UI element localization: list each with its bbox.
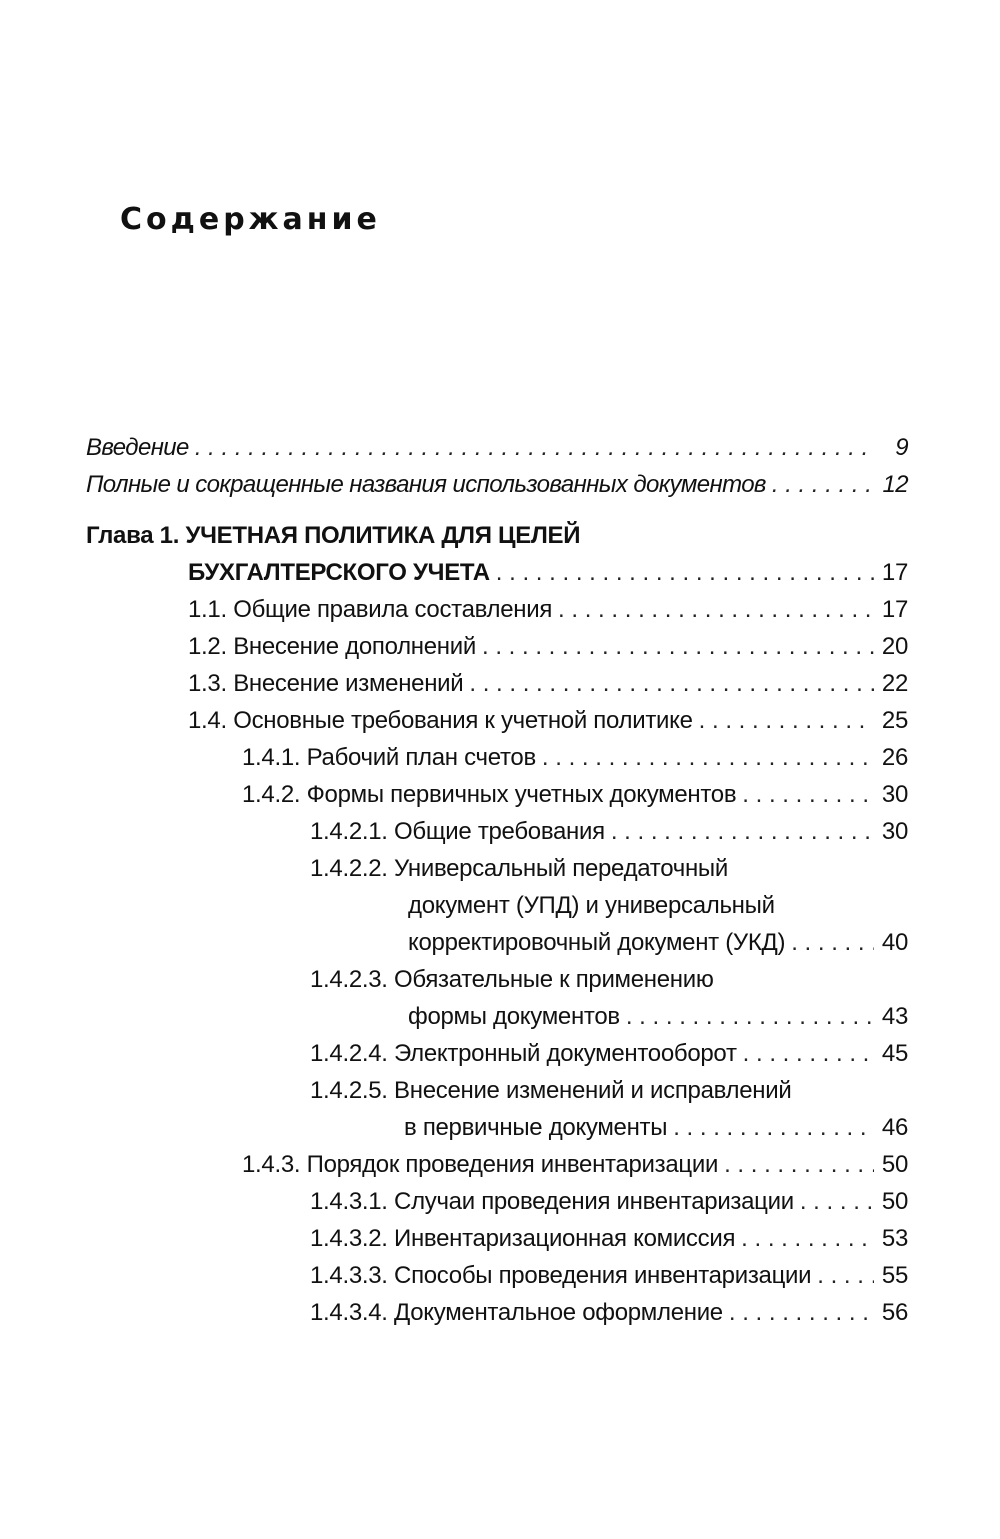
toc-entry-1-4-2-3-line-1[interactable] [310, 964, 720, 996]
toc-page-number: 50 [881, 1188, 908, 1215]
toc-page-number: 17 [881, 596, 908, 623]
toc-chapter-1-title-line-2[interactable] [188, 557, 908, 589]
toc-page-number: 9 [895, 434, 908, 461]
toc-page-number: 43 [881, 1003, 908, 1030]
toc-leader-dots [743, 1038, 874, 1070]
toc-entry-title: 1.4.2.2. Универсальный передаточный [310, 855, 728, 882]
toc-entry-title: Введение [86, 434, 189, 461]
toc-leader-dots [817, 1260, 874, 1292]
toc-entry-title: 1.4.3.3. Способы проведения инвентаризации [310, 1262, 812, 1289]
toc-page-number: 25 [881, 707, 908, 734]
toc-entry-title: формы документов [408, 1003, 620, 1030]
toc-page-number: 26 [881, 744, 908, 771]
toc-page-number: 50 [881, 1151, 908, 1178]
toc-leader-dots [626, 1001, 874, 1033]
toc-entry-1-4-2-2-line-3[interactable] [408, 927, 908, 959]
toc-entry-title: Полные и сокращенные названия использованных документов [86, 471, 766, 498]
toc-page-number: 12 [882, 471, 908, 498]
toc-leader-dots [699, 705, 874, 737]
toc-leader-dots [496, 557, 874, 589]
toc-entry-1-4[interactable] [188, 705, 908, 737]
toc-entry-title: 1.4.3.2. Инвентаризационная комиссия [310, 1225, 736, 1252]
toc-entry-title: 1.4.1. Рабочий план счетов [242, 744, 536, 771]
toc-chapter-1-title-line-1[interactable] [86, 520, 586, 552]
toc-leader-dots [542, 742, 874, 774]
toc-page-number: 20 [881, 633, 908, 660]
toc-entry-1-4-2-4[interactable] [310, 1038, 908, 1070]
toc-entry-1-3[interactable] [188, 668, 908, 700]
toc-page-number: 55 [881, 1262, 908, 1289]
toc-entry-title: в первичные документы [404, 1114, 668, 1141]
toc-entry-1-4-1[interactable] [242, 742, 908, 774]
toc-leader-dots [772, 469, 874, 501]
toc-entry-title: 1.1. Общие правила составления [188, 596, 553, 623]
toc-entry-1-4-2-3-line-2[interactable] [408, 1001, 908, 1033]
toc-page-number: 30 [881, 818, 908, 845]
toc-entry-title: 1.2. Внесение дополнений [188, 633, 476, 660]
toc-entry-1-2[interactable] [188, 631, 908, 663]
toc-page-number: 40 [881, 929, 908, 956]
toc-page-number: 56 [881, 1299, 908, 1326]
toc-entry-1-4-2-5-line-1[interactable] [310, 1075, 797, 1107]
toc-entry-intro[interactable] [86, 432, 908, 464]
toc-entry-title: 1.3. Внесение изменений [188, 670, 464, 697]
toc-entry-abbreviations[interactable] [86, 469, 908, 501]
toc-entry-1-4-3-1[interactable] [310, 1186, 908, 1218]
toc-entry-1-4-2-5-line-2[interactable] [404, 1112, 908, 1144]
toc-leader-dots [729, 1297, 874, 1329]
toc-entry-title: 1.4.2.1. Общие требования [310, 818, 605, 845]
toc-leader-dots [742, 779, 874, 811]
toc-leader-dots [724, 1149, 874, 1181]
toc-leader-dots [469, 668, 874, 700]
toc-entry-title: 1.4.2.5. Внесение изменений и исправлений [310, 1077, 792, 1104]
toc-entry-1-4-3[interactable] [242, 1149, 908, 1181]
toc-leader-dots [800, 1186, 874, 1218]
toc-leader-dots [195, 432, 874, 464]
toc-page-number: 53 [881, 1225, 908, 1252]
toc-entry-1-1[interactable] [188, 594, 908, 626]
toc-entry-1-4-3-2[interactable] [310, 1223, 908, 1255]
toc-entry-1-4-2-1[interactable] [310, 816, 908, 848]
toc-leader-dots [482, 631, 874, 663]
toc-leader-dots [741, 1223, 874, 1255]
toc-entry-title: БУХГАЛТЕРСКОГО УЧЕТА [188, 559, 490, 586]
toc-leader-dots [611, 816, 874, 848]
toc-entry-title: документ (УПД) и универсальный [408, 892, 775, 919]
toc-entry-title: 1.4.2.4. Электронный документооборот [310, 1040, 737, 1067]
toc-page-number: 45 [881, 1040, 908, 1067]
toc-leader-dots [558, 594, 874, 626]
toc-entry-title: 1.4.3.1. Случаи проведения инвентаризации [310, 1188, 794, 1215]
toc-entry-1-4-2-2-line-2[interactable] [408, 890, 781, 922]
toc-entry-title: 1.4.3.4. Документальное оформление [310, 1299, 723, 1326]
toc-entry-title: 1.4.2.3. Обязательные к применению [310, 966, 714, 993]
toc-entry-title: корректировочный документ (УКД) [408, 929, 786, 956]
toc-page-number: 22 [881, 670, 908, 697]
toc-entry-title: Глава 1. УЧЕТНАЯ ПОЛИТИКА ДЛЯ ЦЕЛЕЙ [86, 522, 581, 549]
toc-page-number: 17 [881, 559, 908, 586]
toc-entry-1-4-3-3[interactable] [310, 1260, 908, 1292]
toc-leader-dots [791, 927, 874, 959]
toc-leader-dots [673, 1112, 874, 1144]
toc-entry-title: 1.4.2. Формы первичных учетных документов [242, 781, 737, 808]
toc-page-number: 46 [881, 1114, 908, 1141]
toc-entry-1-4-2[interactable] [242, 779, 908, 811]
toc-entry-title: 1.4.3. Порядок проведения инвентаризации [242, 1151, 719, 1178]
page-heading: Содержание [120, 202, 381, 237]
toc-entry-title: 1.4. Основные требования к учетной политике [188, 707, 693, 734]
toc-page-number: 30 [881, 781, 908, 808]
toc-entry-1-4-3-4[interactable] [310, 1297, 908, 1329]
toc-entry-1-4-2-2-line-1[interactable] [310, 853, 734, 885]
